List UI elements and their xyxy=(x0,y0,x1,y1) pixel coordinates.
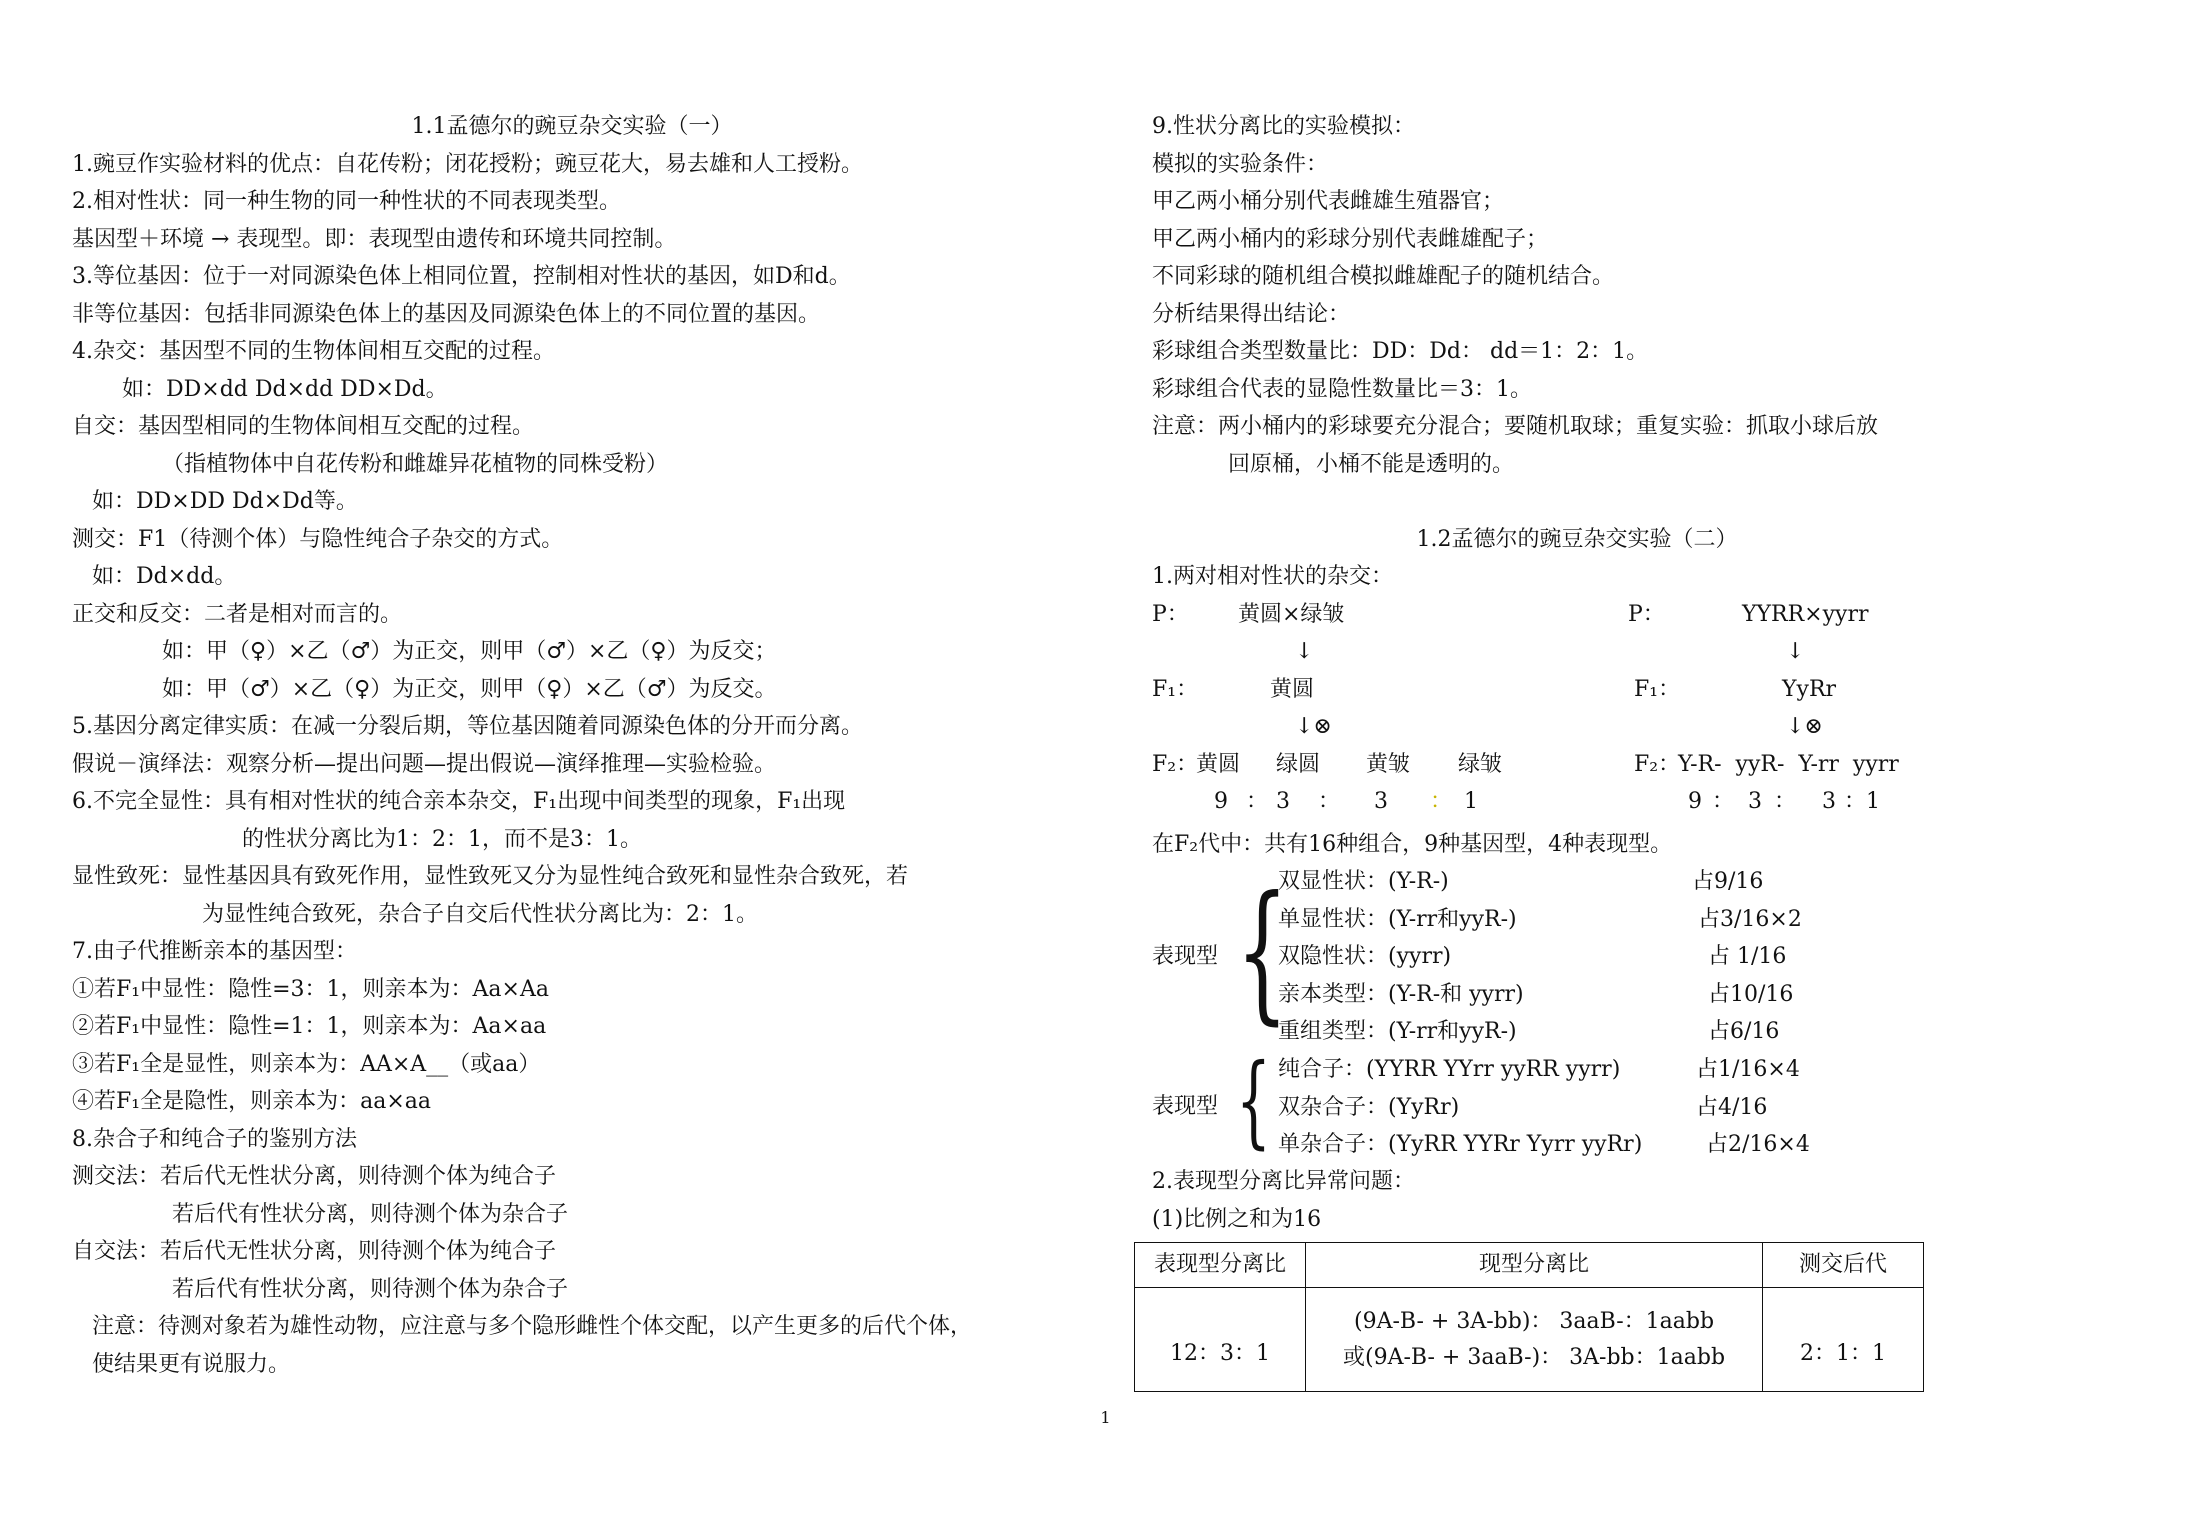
text-line: 如：甲（♀）×乙（♂）为正交，则甲（♂）×乙（♀）为反交； xyxy=(162,639,777,664)
ratio-sep: ： xyxy=(1246,788,1269,814)
ratio-table xyxy=(1134,1242,1924,1392)
f2-label-2: F₂： xyxy=(1634,751,1681,777)
phenotype-group-2 xyxy=(1152,1042,2152,1163)
text-line: 9.性状分离比的实验模拟： xyxy=(1152,114,1415,139)
f2-genotypes: Y-R- yyR- Y-rr yyrr xyxy=(1678,751,1899,777)
f2-phenotype: 黄圆 xyxy=(1196,751,1241,777)
text-line: 基因型＋环境 → 表现型。即：表现型由遗传和环境共同控制。 xyxy=(72,226,677,252)
text-line: 分析结果得出结论： xyxy=(1152,301,1351,327)
table-header: 表现型分离比 xyxy=(1135,1243,1306,1288)
text-line: 8.杂合子和纯合子的鉴别方法 xyxy=(72,1126,357,1152)
group-label: 表现型 xyxy=(1152,944,1219,969)
text-line: 3.等位基因：位于一对同源染色体上相同位置，控制相对性状的基因，如D和d。 xyxy=(72,264,851,289)
text-line: 4.杂交：基因型不同的生物体间相互交配的过程。 xyxy=(72,339,555,364)
down-arrow: ↓ xyxy=(1786,638,1805,664)
text-line: 显性致死：显性基因具有致死作用，显性致死又分为显性纯合致死和显性杂合致死，若 xyxy=(72,864,909,889)
group-item: 单显性状：(Y-rr和yyR-) xyxy=(1278,906,1517,932)
text-line: 如：DD×dd Dd×dd DD×Dd。 xyxy=(122,376,448,402)
text-line: 自交法：若后代无性状分离，则待测个体为纯合子 xyxy=(72,1239,557,1264)
group-item-ratio: 占6/16 xyxy=(1708,1019,1780,1044)
group-item: 双杂合子：(YyRr) xyxy=(1278,1094,1460,1120)
group-item: 重组类型：(Y-rr和yyR-) xyxy=(1278,1019,1517,1044)
ratio-value: 9 xyxy=(1214,788,1228,814)
dihybrid-cross-scheme xyxy=(1152,596,2152,826)
table-cell xyxy=(1306,1288,1763,1392)
group-item-ratio: 占4/16 xyxy=(1696,1094,1768,1120)
p-cross-phenotype: 黄圆×绿皱 xyxy=(1238,601,1345,627)
self-cross-arrow: ↓⊗ xyxy=(1786,713,1823,739)
ratio-sep: ：1 xyxy=(1844,788,1880,814)
text-line: ①若F₁中显性：隐性=3：1，则亲本为：Aa×Aa xyxy=(72,976,549,1002)
text-line: 如：DD×DD Dd×Dd等。 xyxy=(92,489,358,514)
f1-genotype: YyRr xyxy=(1782,676,1837,702)
text-line: 1.豌豆作实验材料的优点：自花传粉；闭花授粉；豌豆花大，易去雄和人工授粉。 xyxy=(72,151,863,177)
text-line: 如：甲（♂）×乙（♀）为正交，则甲（♀）×乙（♂）为反交。 xyxy=(162,676,777,702)
text-line: 测交：F1（待测个体）与隐性纯合子杂交的方式。 xyxy=(72,526,564,552)
f1-label: F₁： xyxy=(1152,676,1199,702)
text-line: 1.两对相对性状的杂交： xyxy=(1152,564,1393,589)
left-brace-icon: { xyxy=(1236,865,1289,1039)
table-cell-line: 或(9A-B- + 3aaB-)： 3A-bb：1aabb xyxy=(1343,1344,1726,1370)
group-item: 双显性状：(Y-R-) xyxy=(1278,869,1449,894)
table-header: 现型分离比 xyxy=(1306,1243,1763,1288)
text-line: 不同彩球的随机组合模拟雌雄配子的随机结合。 xyxy=(1152,264,1615,289)
text-line: 若后代有性状分离，则待测个体为杂合子 xyxy=(172,1276,569,1302)
self-cross-arrow: ↓⊗ xyxy=(1295,713,1332,739)
text-line: 甲乙两小桶内的彩球分别代表雌雄配子； xyxy=(1152,226,1549,252)
text-line: 若后代有性状分离，则待测个体为杂合子 xyxy=(172,1201,569,1227)
p-cross-genotype: YYRR×yyrr xyxy=(1742,601,1869,627)
text-line: 的性状分离比为1：2：1，而不是3：1。 xyxy=(242,826,642,852)
text-line: 测交法：若后代无性状分离，则待测个体为纯合子 xyxy=(72,1164,557,1189)
text-line: 正交和反交：二者是相对而言的。 xyxy=(72,601,403,627)
text-line: 甲乙两小桶分别代表雌雄生殖器官； xyxy=(1152,189,1505,214)
ratio-value: 3 xyxy=(1748,788,1762,814)
table-cell-line: (9A-B- + 3A-bb)： 3aaB-：1aabb xyxy=(1354,1308,1715,1334)
down-arrow: ↓ xyxy=(1295,638,1314,664)
group-item-ratio: 占2/16×4 xyxy=(1706,1132,1810,1157)
ratio-value: 3 xyxy=(1822,788,1836,814)
ratio-value: 9 xyxy=(1688,788,1702,814)
group-label: 表现型 xyxy=(1152,1094,1219,1119)
left-column xyxy=(72,108,1072,1383)
text-line: ②若F₁中显性：隐性=1：1，则亲本为：Aa×aa xyxy=(72,1014,547,1039)
ratio-sep: ： xyxy=(1430,788,1453,814)
text-line: 5.基因分离定律实质：在减一分裂后期，等位基因随着同源染色体的分开而分离。 xyxy=(72,714,863,739)
f2-phenotype: 绿皱 xyxy=(1458,751,1503,777)
p-label: P： xyxy=(1152,601,1189,627)
text-line: ④若F₁全是隐性，则亲本为：aa×aa xyxy=(72,1089,431,1114)
f1-label-2: F₁： xyxy=(1634,676,1681,702)
ratio-value: 3 xyxy=(1374,788,1388,814)
group-item: 亲本类型：(Y-R-和 yyrr) xyxy=(1278,981,1524,1007)
text-line: 2.表现型分离比异常问题： xyxy=(1152,1169,1415,1194)
text-line: 7.由子代推断亲本的基因型： xyxy=(72,939,357,964)
text-line: 为显性纯合致死，杂合子自交后代性状分离比为：2：1。 xyxy=(202,901,758,927)
text-line: 模拟的实验条件： xyxy=(1152,151,1329,177)
text-line: 使结果更有说服力。 xyxy=(92,1351,291,1377)
p-label-2: P： xyxy=(1628,601,1665,627)
ratio-value: 1 xyxy=(1464,788,1478,814)
text-line: 假说－演绎法：观察分析—提出问题—提出假说—演绎推理—实验检验。 xyxy=(72,751,777,777)
left-brace-icon: { xyxy=(1236,1042,1271,1159)
page-number: 1 xyxy=(1100,1408,1111,1427)
ratio-sep: ： xyxy=(1774,788,1797,814)
text-line: 如：Dd×dd。 xyxy=(92,564,237,589)
phenotype-group-1 xyxy=(1152,863,2152,1051)
group-item-ratio: 占3/16×2 xyxy=(1698,906,1802,932)
group-item-ratio: 占1/16×4 xyxy=(1696,1057,1800,1082)
table-cell: 2：1：1 xyxy=(1763,1288,1924,1392)
text-line: 非等位基因：包括非同源染色体上的基因及同源染色体上的不同位置的基因。 xyxy=(72,301,821,327)
table-cell: 12：3：1 xyxy=(1135,1288,1306,1392)
f2-label: F₂： xyxy=(1152,751,1199,777)
group-item-ratio: 占9/16 xyxy=(1692,869,1764,894)
section-title-1-1: 1.1孟德尔的豌豆杂交实验（一） xyxy=(411,114,733,139)
group-item-ratio: 占 1/16 xyxy=(1708,944,1787,969)
group-item: 纯合子：(YYRR YYrr yyRR yyrr) xyxy=(1278,1057,1621,1082)
text-line: (1)比例之和为16 xyxy=(1152,1206,1322,1232)
f2-phenotype: 黄皱 xyxy=(1366,751,1411,777)
text-line: 6.不完全显性：具有相对性状的纯合亲本杂交，F₁出现中间类型的现象，F₁出现 xyxy=(72,789,846,814)
text-line: 彩球组合类型数量比：DD：Dd： dd＝1：2：1。 xyxy=(1152,339,1649,364)
text-line: 彩球组合代表的显隐性数量比＝3：1。 xyxy=(1152,376,1532,402)
group-item: 单杂合子：(YyRR YYRr Yyrr yyRr) xyxy=(1278,1132,1643,1157)
group-item: 双隐性状：(yyrr) xyxy=(1278,944,1452,969)
section-title-1-2: 1.2孟德尔的豌豆杂交实验（二） xyxy=(1416,526,1738,552)
text-line: （指植物体中自花传粉和雌雄异花植物的同株受粉） xyxy=(162,451,669,477)
text-line: 注意：两小桶内的彩球要充分混合；要随机取球；重复实验：抓取小球后放 xyxy=(1152,414,1879,439)
text-line: 2.相对性状：同一种生物的同一种性状的不同表现类型。 xyxy=(72,189,621,214)
f1-phenotype: 黄圆 xyxy=(1270,676,1315,702)
ratio-sep: ： xyxy=(1712,788,1735,814)
text-line: 自交：基因型相同的生物体间相互交配的过程。 xyxy=(72,414,535,439)
f2-summary: 在F₂代中：共有16种组合，9种基因型，4种表现型。 xyxy=(1152,831,1673,857)
f2-phenotype: 绿圆 xyxy=(1276,751,1321,777)
right-column xyxy=(1152,108,2152,1392)
ratio-sep: ： xyxy=(1318,788,1341,814)
text-line: ③若F₁全是显性，则亲本为：AA×A__（或aa） xyxy=(72,1051,541,1077)
text-line: 回原桶，小桶不能是透明的。 xyxy=(1228,451,1515,477)
ratio-value: 3 xyxy=(1276,788,1290,814)
group-item-ratio: 占10/16 xyxy=(1708,981,1794,1007)
text-line: 注意：待测对象若为雄性动物，应注意与多个隐形雌性个体交配，以产生更多的后代个体， xyxy=(92,1314,973,1339)
table-header: 测交后代 xyxy=(1763,1243,1924,1288)
